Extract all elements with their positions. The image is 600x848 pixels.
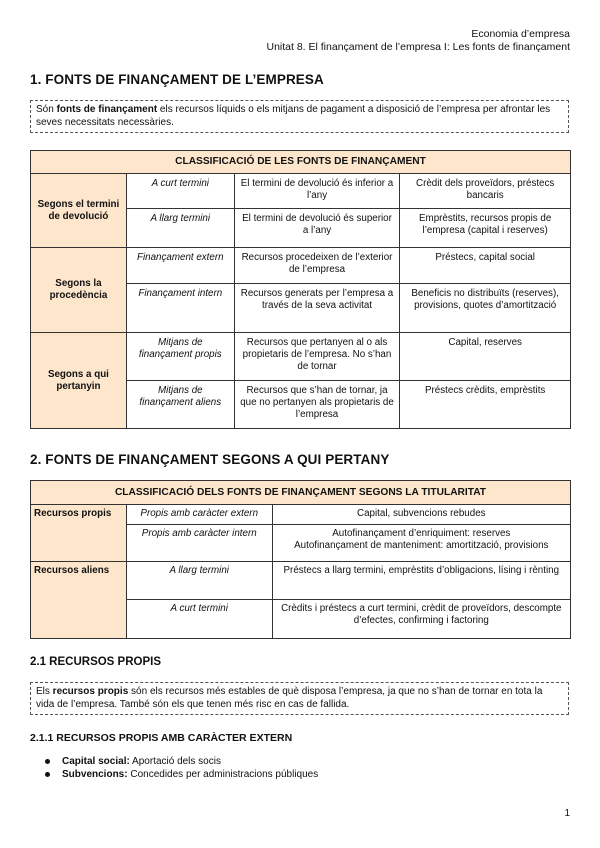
source-type: Finançament extern [126, 248, 234, 284]
sources-classification-table [30, 150, 571, 429]
source-type: Propis amb caràcter intern [126, 525, 272, 562]
source-examples: Crèdits i préstecs a curt termini, crèdit de proveïdors, descompte d’efectes, confirming i factoring [272, 600, 570, 639]
source-examples: Capital, reserves [400, 333, 571, 381]
bullet-icon [45, 759, 50, 764]
source-type: A llarg termini [126, 209, 234, 248]
list-item-term: Capital social: [62, 756, 130, 767]
source-description: Recursos que s’han de tornar, ja que no pertanyen als propietaris de l’empresa [234, 381, 400, 429]
unit-title: Unitat 8. El finançament de l’empresa I: Les fonts de finançament [266, 41, 570, 53]
definition-text-post: els recursos líquids o els mitjans de pagament a disposició de l’empresa per afrontar les seves necessitats necessàries. [36, 104, 551, 128]
list-item [30, 755, 318, 768]
source-description: Recursos procedeixen de l’exterior de l’empresa [234, 248, 400, 284]
source-description: El termini de devolució és superior a l’any [234, 209, 400, 248]
source-examples: Préstecs a llarg termini, emprèstits d’obligacions, lísing i rènting [272, 562, 570, 600]
definition-text-post: són els recursos més estables de què disposa l’empresa, ja que no s’han de tornar en tota la vida de l’empresa. També són els que tenen més risc en cas de fallida. [36, 686, 543, 710]
source-type: Mitjans de finançament aliens [126, 381, 234, 429]
list-item-text: Concedides per administracions públiques [127, 769, 319, 780]
source-examples: Beneficis no distribuïts (reserves), provisions, quotes d’amortització [400, 284, 571, 333]
group-label: Segons el termini de devolució [31, 174, 127, 248]
page-header [266, 28, 570, 54]
source-type: Mitjans de finançament propis [126, 333, 234, 381]
source-examples: Préstecs, capital social [400, 248, 571, 284]
page-number: 1 [564, 808, 570, 819]
source-examples: Crèdit dels proveïdors, préstecs bancaris [400, 174, 571, 209]
list-item-text: Aportació dels socis [129, 756, 221, 767]
table-2-title: CLASSIFICACIÓ DELS FONTS DE FINANÇAMENT SEGONS LA TITULARITAT [31, 481, 571, 505]
definition-text-pre: Els [36, 686, 53, 697]
source-examples: Préstecs crèdits, emprèstits [400, 381, 571, 429]
source-description: Recursos que pertanyen al o als propietaris de l’empresa. No s’han de tornar [234, 333, 400, 381]
source-type: A curt termini [126, 174, 234, 209]
section-2-title: 2. FONTS DE FINANÇAMENT SEGONS A QUI PERTANY [30, 452, 390, 467]
ownership-classification-table [30, 480, 571, 639]
section-2-1-1-title: 2.1.1 RECURSOS PROPIS AMB CARÀCTER EXTERN [30, 732, 293, 744]
source-examples: Autofinançament d’enriquiment: reserves Autofinançament de manteniment: amortització, provisions [272, 525, 570, 562]
group-label: Segons la procedència [31, 248, 127, 333]
definition-box-1 [30, 100, 569, 133]
group-label: Recursos aliens [31, 562, 127, 639]
source-type: A llarg termini [126, 562, 272, 600]
definition-term: recursos propis [52, 686, 129, 697]
list-item-term: Subvencions: [62, 769, 128, 780]
list-item [30, 768, 318, 781]
course-title: Economia d’empresa [471, 28, 570, 40]
section-1-title: 1. FONTS DE FINANÇAMENT DE L’EMPRESA [30, 72, 324, 87]
group-label: Recursos propis [31, 505, 127, 562]
section-2-1-title: 2.1 RECURSOS PROPIS [30, 656, 162, 668]
definition-box-2 [30, 682, 569, 715]
source-description: El termini de devolució és inferior a l’any [234, 174, 400, 209]
group-label: Segons a qui pertanyin [31, 333, 127, 429]
bullet-icon [45, 772, 50, 777]
source-type: Propis amb caràcter extern [126, 505, 272, 525]
source-description: Recursos generats per l’empresa a través de la seva activitat [234, 284, 400, 333]
source-type: A curt termini [126, 600, 272, 639]
bullet-list [30, 755, 318, 781]
source-examples: Capital, subvencions rebudes [272, 505, 570, 525]
table-1-title: CLASSIFICACIÓ DE LES FONTS DE FINANÇAMENT [31, 151, 571, 174]
source-examples: Emprèstits, recursos propis de l’empresa (capital i reserves) [400, 209, 571, 248]
source-type: Finançament intern [126, 284, 234, 333]
definition-term: fonts de finançament [56, 104, 158, 115]
definition-text-pre: Són [36, 104, 57, 115]
